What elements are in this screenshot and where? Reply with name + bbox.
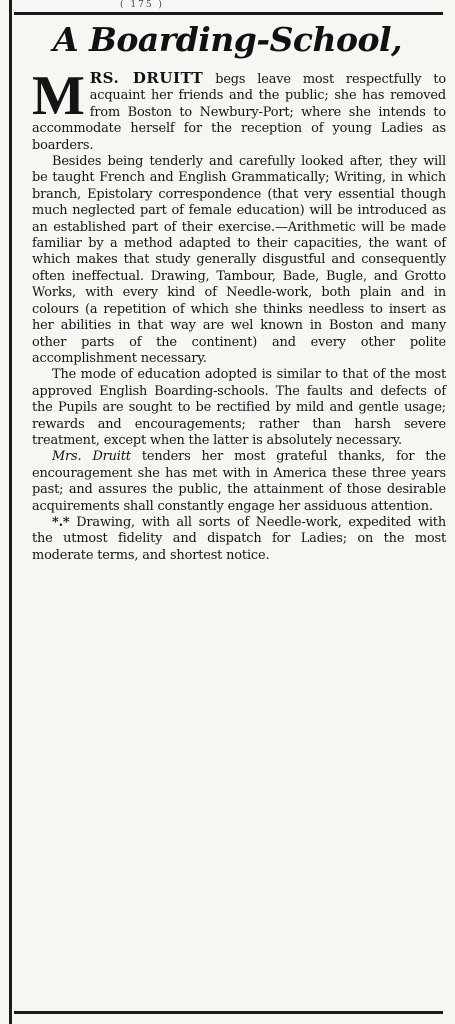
advertisement-body	[32, 65, 446, 564]
paragraph-2: Besides being tenderly and carefully looked after, they will be taught French and English Grammatically; Writing, in which branch, Epistolary correspondence (that very essential though much neglected part of female education) will be introduced as an established part of their exercise.—Arithmetic will be made familiar by a method adapted to their capacities, the want of which makes that study generally disgustful and consequently often ineffectual. Drawing, Tambour, Bade, Bugle, and Grotto Works, with every kind of Needle-work, both plain and in colours (a repetition of which she thinks needless to insert as her abilities in that way are wel known in Boston and many other parts of the continent) and every other polite accomplishment necessary.	[32, 154, 446, 366]
paragraph-1-text: begs leave most respectfully to acquaint her friends and the public; she has removed from Boston to Newbury-Port; where she intends to accommodate herself for the reception of young Ladies as boarders.	[32, 72, 446, 153]
rule-top	[14, 12, 443, 15]
paragraph-1	[32, 65, 446, 154]
headline: A Boarding-School,	[52, 20, 403, 59]
column-rule-left	[9, 0, 12, 1024]
paragraph-3: The mode of education adopted is similar to that of the most approved English Boarding-schools. The faults and defects of the Pupils are sought to be rectified by mild and gentle usage; rewards and encouragements; rather than harsh severe treatment, except when the latter is absolutely necessary.	[32, 367, 446, 448]
paragraph-4	[32, 449, 446, 515]
lead-name: RS. DRUITT	[89, 69, 204, 87]
asterism-icon: *.*	[52, 514, 70, 530]
page-number-fragment: ( 175 )	[120, 0, 164, 10]
rule-bottom	[14, 1011, 443, 1014]
drop-cap: M	[32, 65, 85, 127]
paragraph-5-text: Drawing, with all sorts of Needle-work, expedited with the utmost fidelity and dispatch for Ladies; on the most moderate terms, and shortest notice.	[32, 514, 446, 563]
paragraph-4-text: tenders her most grateful thanks, for the encouragement she has met with in America these three years past; and assures the public, the attainment of those desirable acquirements shall constantly engage her assiduous attention.	[32, 449, 446, 514]
paragraph-5	[32, 515, 446, 564]
paragraph-4-name: Mrs. Druitt	[52, 449, 131, 465]
